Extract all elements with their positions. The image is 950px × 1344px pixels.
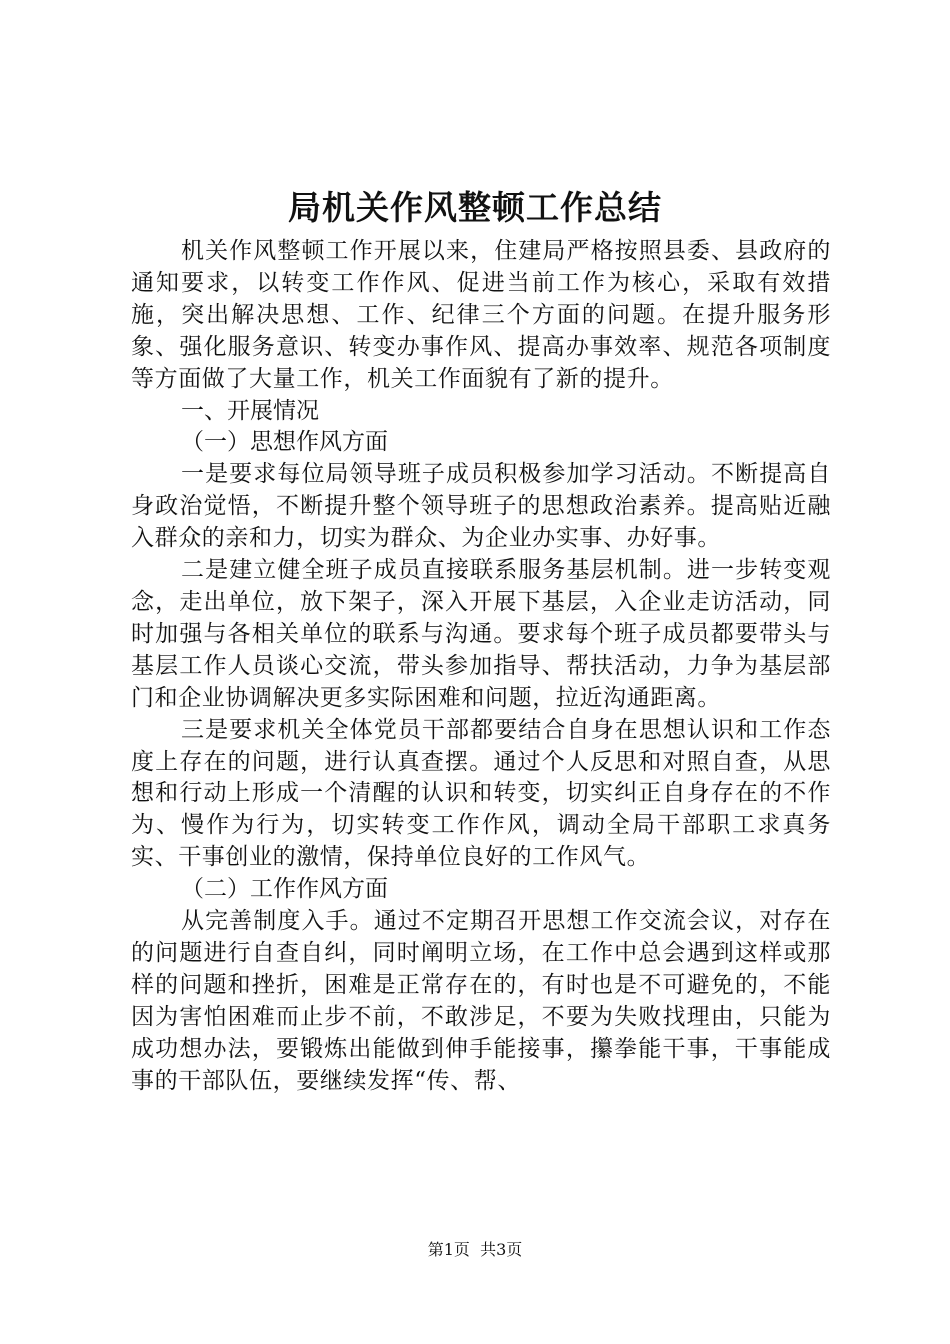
paragraph-item-three: 三是要求机关全体党员干部都要结合自身在思想认识和工作态度上存在的问题，进行认真查摆。通过个人反思和对照自查，从思想和行动上形成一个清醒的认识和转变，切实纠正自身存在的不作为、慢作为行为，切实转变工作作风，调动全局干部职工求真务实、干事创业的激情，保持单位良好的工作风气。 [131,716,831,871]
paragraph-work-style: 从完善制度入手。通过不定期召开思想工作交流会议，对存在的问题进行自查自纠，同时阐明立场，在工作中总会遇到这样或那样的问题和挫折，困难是正常存在的，有时也是不可避免的，不能因为害怕困难而止步不前，不敢涉足，不要为失败找理由，只能为成功想办法，要锻炼出能做到伸手能接事，攥拳能干事，干事能成事的干部队伍，要继续发挥“传、帮、 [131,908,831,1094]
intro-paragraph: 机关作风整顿工作开展以来，住建局严格按照县委、县政府的通知要求，以转变工作作风、促进当前工作为核心，采取有效措施，突出解决思想、工作、纪律三个方面的问题。在提升服务形象、强化服务意识、转变办事作风、提高办事效率、规范各项制度等方面做了大量工作，机关工作面貌有了新的提升。 [131,238,831,392]
paragraph-item-two: 二是建立健全班子成员直接联系服务基层机制。进一步转变观念，走出单位，放下架子，深入开展下基层，入企业走访活动，同时加强与各相关单位的联系与沟通。要求每个班子成员都要带头与基层工作人员谈心交流，带头参加指导、帮扶活动，力争为基层部门和企业协调解决更多实际困难和问题，拉近沟通距离。 [131,557,831,711]
page-number: 第1页 [427,1240,470,1259]
document-title: 局机关作风整顿工作总结 [288,188,662,227]
document-body [131,236,831,1097]
subsection-heading-work-style: （二）工作作风方面 [181,876,388,903]
footer-spacer [470,1240,480,1259]
page-total: 共3页 [480,1240,523,1259]
section-heading-overview: 一、开展情况 [181,397,319,424]
page-footer [0,1240,950,1260]
paragraph-item-one: 一是要求每位局领导班子成员积极参加学习活动。不断提高自身政治觉悟，不断提升整个领导班子的思想政治素养。提高贴近融入群众的亲和力，切实为群众、为企业办实事、办好事。 [131,461,831,552]
subsection-heading-ideology: （一）思想作风方面 [181,429,388,456]
